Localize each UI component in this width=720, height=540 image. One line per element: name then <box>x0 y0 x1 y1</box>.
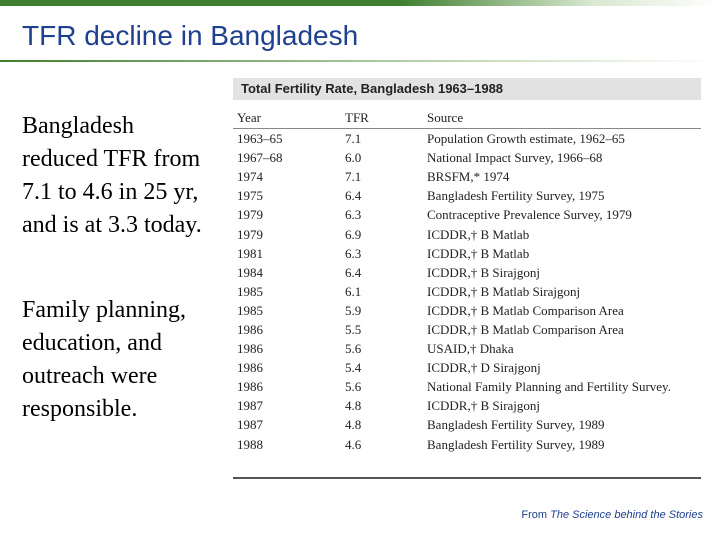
table-row <box>233 282 701 301</box>
cell-source: USAID,† Dhaka <box>427 341 514 357</box>
cell-year: 1986 <box>237 341 263 357</box>
cell-tfr: 6.4 <box>345 264 362 280</box>
cell-year: 1986 <box>237 321 263 337</box>
cell-tfr: 5.5 <box>345 321 362 337</box>
cell-tfr: 5.9 <box>345 302 362 318</box>
cell-year: 1974 <box>237 169 263 185</box>
table-row <box>233 301 701 320</box>
cell-source: Contraceptive Prevalence Survey, 1979 <box>427 207 632 223</box>
table-row <box>233 339 701 358</box>
table-row <box>233 148 701 167</box>
cell-tfr: 7.1 <box>345 131 362 147</box>
cell-source: BRSFM,* 1974 <box>427 169 510 185</box>
table-row <box>233 167 701 186</box>
cell-year: 1967–68 <box>237 150 283 166</box>
cell-source: ICDDR,† B Matlab Comparison Area <box>427 302 624 318</box>
source-credit <box>521 509 703 521</box>
cell-tfr: 4.6 <box>345 436 362 452</box>
cell-tfr: 4.8 <box>345 398 362 414</box>
cell-tfr: 6.9 <box>345 226 362 242</box>
cell-year: 1984 <box>237 264 263 280</box>
table-row <box>233 377 701 396</box>
tfr-table <box>233 108 701 454</box>
cell-year: 1979 <box>237 226 263 242</box>
cell-source: ICDDR,† B Matlab Comparison Area <box>427 321 624 337</box>
header-tfr: TFR <box>341 108 423 129</box>
top-accent-bar <box>0 0 720 8</box>
cell-tfr: 5.6 <box>345 341 362 357</box>
table-row <box>233 396 701 415</box>
cell-tfr: 5.6 <box>345 379 362 395</box>
table-row <box>233 415 701 434</box>
top-accent-bar-solid <box>0 0 400 6</box>
cell-source: ICDDR,† B Matlab <box>427 226 530 242</box>
cell-year: 1979 <box>237 207 263 223</box>
cell-tfr: 7.1 <box>345 169 362 185</box>
cell-year: 1963–65 <box>237 131 283 147</box>
cell-year: 1986 <box>237 379 263 395</box>
cell-source: National Impact Survey, 1966–68 <box>427 150 603 166</box>
table-row <box>233 244 701 263</box>
cell-source: Population Growth estimate, 1962–65 <box>427 131 625 147</box>
table-row <box>233 263 701 282</box>
tfr-table-figure <box>233 78 701 480</box>
cell-tfr: 4.8 <box>345 417 362 433</box>
credit-source: The Science behind the Stories <box>550 509 703 521</box>
cell-tfr: 6.0 <box>345 150 362 166</box>
cell-tfr: 6.1 <box>345 283 362 299</box>
cell-year: 1988 <box>237 436 263 452</box>
table-row <box>233 205 701 224</box>
table-caption: Total Fertility Rate, Bangladesh 1963–1988 <box>233 78 701 100</box>
cell-source: Bangladesh Fertility Survey, 1975 <box>427 188 605 204</box>
table-row <box>233 358 701 377</box>
table-body <box>233 129 701 454</box>
cell-year: 1975 <box>237 188 263 204</box>
cell-source: National Family Planning and Fertility Survey. <box>427 379 671 395</box>
slide-title: TFR decline in Bangladesh <box>22 20 359 51</box>
cell-source: ICDDR,† B Sirajgonj <box>427 264 541 280</box>
table-row <box>233 435 701 454</box>
cell-tfr: 6.4 <box>345 188 362 204</box>
cell-year: 1987 <box>237 398 263 414</box>
table-bottom-rule <box>233 477 701 479</box>
table-row <box>233 129 701 149</box>
table-row <box>233 320 701 339</box>
body-paragraph-causes: Family planning, education, and outreach were responsible. <box>22 297 186 422</box>
cell-year: 1985 <box>237 283 263 299</box>
table-row <box>233 186 701 205</box>
table-header-row <box>233 108 701 129</box>
cell-source: ICDDR,† B Matlab Sirajgonj <box>427 283 581 299</box>
cell-tfr: 6.3 <box>345 245 362 261</box>
cell-year: 1985 <box>237 302 263 318</box>
header-year: Year <box>233 108 341 129</box>
title-underline <box>0 60 720 62</box>
cell-source: Bangladesh Fertility Survey, 1989 <box>427 417 605 433</box>
cell-source: ICDDR,† D Sirajgonj <box>427 360 541 376</box>
table-row <box>233 224 701 243</box>
credit-prefix: From <box>521 509 548 521</box>
cell-tfr: 6.3 <box>345 207 362 223</box>
cell-year: 1987 <box>237 417 263 433</box>
top-accent-bar-gradient <box>400 0 720 6</box>
cell-source: ICDDR,† B Matlab <box>427 245 530 261</box>
header-source: Source <box>423 108 701 129</box>
cell-source: Bangladesh Fertility Survey, 1989 <box>427 436 605 452</box>
cell-tfr: 5.4 <box>345 360 362 376</box>
cell-year: 1986 <box>237 360 263 376</box>
cell-year: 1981 <box>237 245 263 261</box>
body-paragraph-summary: Bangladesh reduced TFR from 7.1 to 4.6 in 25 yr, and is at 3.3 today. <box>22 113 202 238</box>
cell-source: ICDDR,† B Sirajgonj <box>427 398 541 414</box>
